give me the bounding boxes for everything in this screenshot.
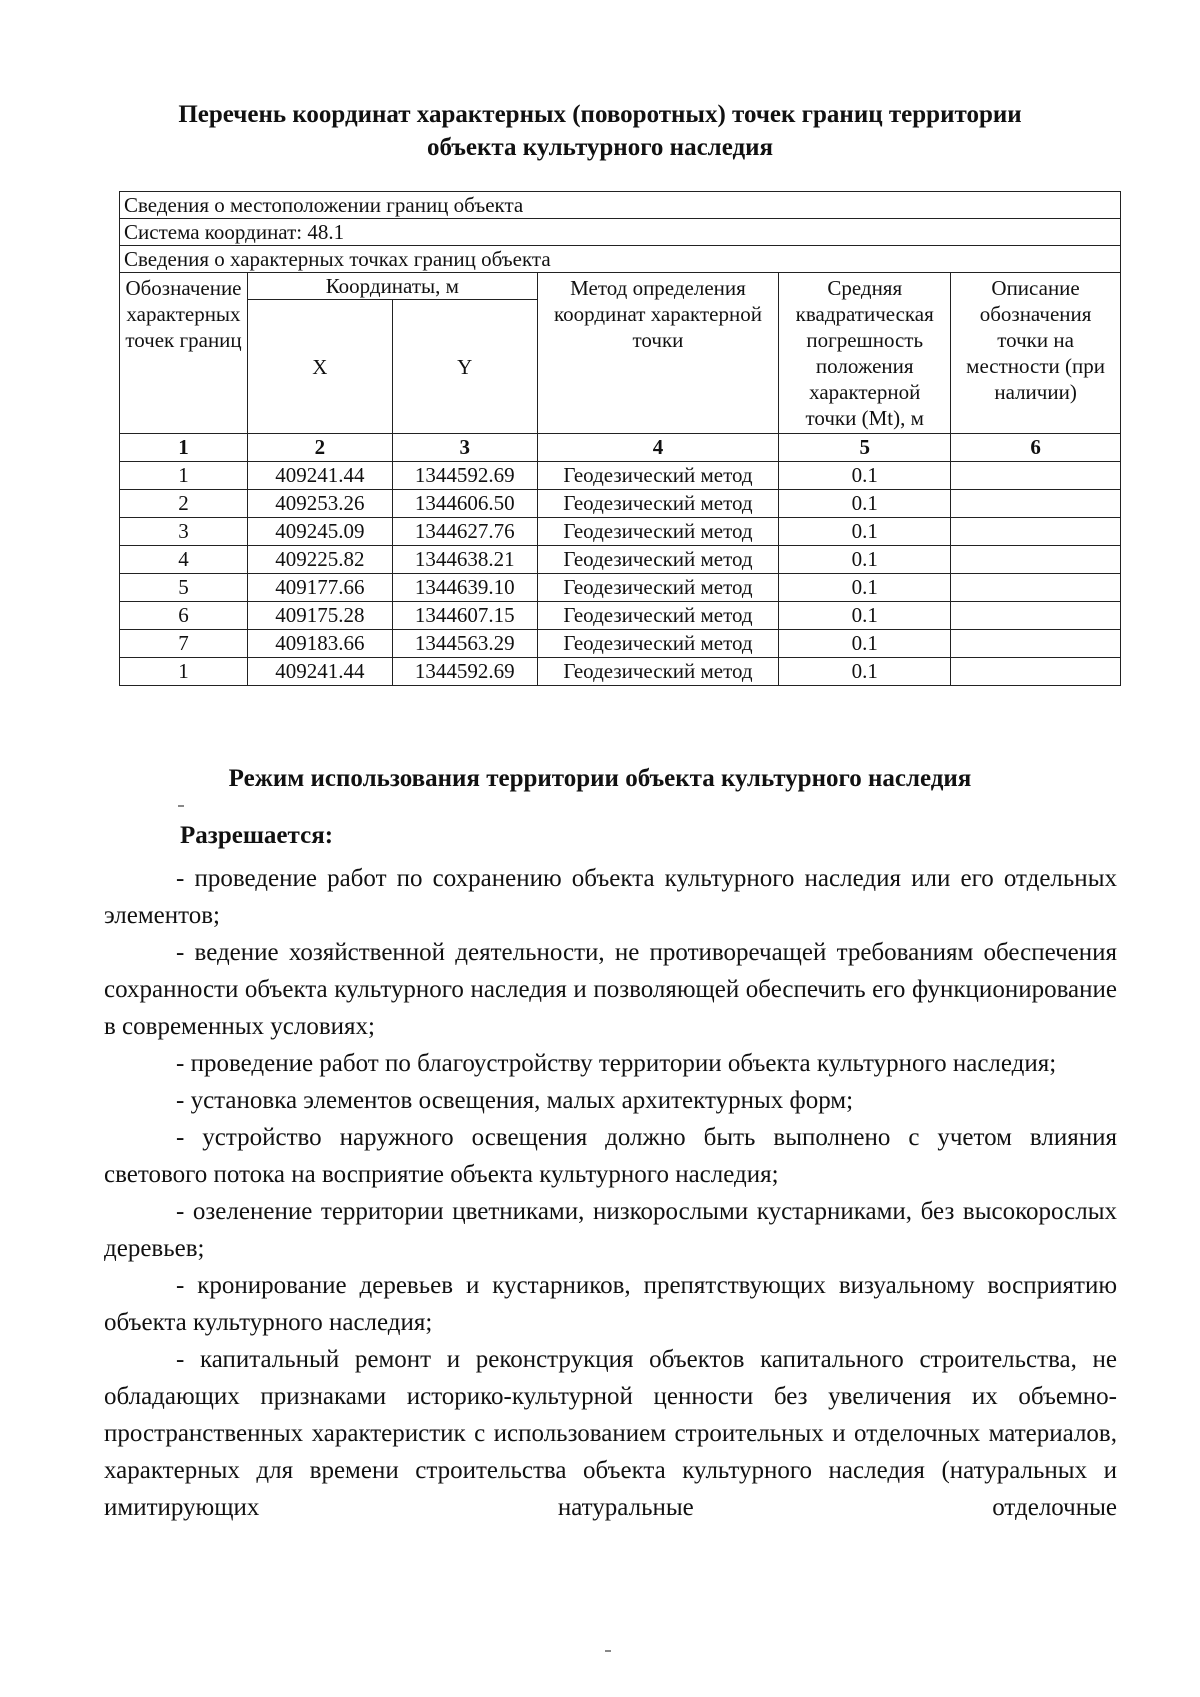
info-coordinate-system: Система координат: 48.1 bbox=[120, 219, 1121, 246]
cell-error: 0.1 bbox=[779, 462, 951, 490]
list-item: - устройство наружного освещения должно быть выполнено с учетом влияния светового потока на восприятие объекта культурного наследия; bbox=[104, 1124, 1117, 1188]
allowed-list bbox=[104, 860, 1117, 1526]
cell-method: Геодезический метод bbox=[537, 630, 779, 658]
list-item: - установка элементов освещения, малых архитектурных форм; bbox=[176, 1087, 854, 1114]
cell-method: Геодезический метод bbox=[537, 518, 779, 546]
list-item: - кронирование деревьев и кустарников, препятствующих визуальному восприятию объекта культурного наследия; bbox=[104, 1272, 1117, 1336]
cell-method: Геодезический метод bbox=[537, 658, 779, 686]
cell-x: 409225.82 bbox=[247, 546, 392, 574]
cell-point: 5 bbox=[120, 574, 248, 602]
list-item: - капитальный ремонт и реконструкция объектов капитального строительства, не обладающих признаками историко-культурной ценности без увеличения их объемно-пространственных характеристик с использованием строительных и отделочных материалов, характерных для времени строительства объекта культурного наследия (натуральных и имитирующих натуральные отделочные bbox=[104, 1346, 1117, 1521]
header-error: Средняя квадратическая погрешность положения характерной точки (Mt), м bbox=[779, 273, 951, 434]
header-point-designation: Обозначение характерных точек границ bbox=[120, 273, 248, 434]
cell-error: 0.1 bbox=[779, 574, 951, 602]
cell-x: 409245.09 bbox=[247, 518, 392, 546]
cell-point: 6 bbox=[120, 602, 248, 630]
cell-y: 1344563.29 bbox=[392, 630, 537, 658]
cell-method: Геодезический метод bbox=[537, 462, 779, 490]
info-location: Сведения о местоположении границ объекта bbox=[120, 192, 1121, 219]
cell-description bbox=[951, 574, 1121, 602]
cell-method: Геодезический метод bbox=[537, 602, 779, 630]
cell-point: 1 bbox=[120, 658, 248, 686]
cell-x: 409183.66 bbox=[247, 630, 392, 658]
cell-error: 0.1 bbox=[779, 602, 951, 630]
list-item: - ведение хозяйственной деятельности, не противоречащей требованиям обеспечения сохранности объекта культурного наследия и позволяющей обеспечить его функционирование в современных условиях; bbox=[104, 939, 1117, 1040]
cell-y: 1344592.69 bbox=[392, 462, 537, 490]
cell-x: 409177.66 bbox=[247, 574, 392, 602]
cell-x: 409241.44 bbox=[247, 658, 392, 686]
table-row bbox=[120, 630, 1121, 658]
section-title: Режим использования территории объекта культурного наследия bbox=[228, 765, 972, 792]
table-row bbox=[120, 574, 1121, 602]
header-coordinates: Координаты, м bbox=[247, 273, 537, 300]
scan-speck bbox=[178, 805, 184, 807]
cell-point: 1 bbox=[120, 462, 248, 490]
header-y: Y bbox=[392, 300, 537, 434]
cell-point: 4 bbox=[120, 546, 248, 574]
column-number: 5 bbox=[779, 434, 951, 462]
cell-y: 1344638.21 bbox=[392, 546, 537, 574]
cell-y: 1344627.76 bbox=[392, 518, 537, 546]
table-row bbox=[120, 546, 1121, 574]
column-number: 4 bbox=[537, 434, 779, 462]
cell-x: 409253.26 bbox=[247, 490, 392, 518]
cell-description bbox=[951, 462, 1121, 490]
column-number: 2 bbox=[247, 434, 392, 462]
cell-y: 1344592.69 bbox=[392, 658, 537, 686]
cell-error: 0.1 bbox=[779, 546, 951, 574]
header-description: Описание обозначения точки на местности (при наличии) bbox=[951, 273, 1121, 434]
cell-y: 1344639.10 bbox=[392, 574, 537, 602]
header-x: X bbox=[247, 300, 392, 434]
cell-description bbox=[951, 518, 1121, 546]
table-row bbox=[120, 490, 1121, 518]
cell-method: Геодезический метод bbox=[537, 490, 779, 518]
cell-y: 1344607.15 bbox=[392, 602, 537, 630]
cell-x: 409175.28 bbox=[247, 602, 392, 630]
scan-speck bbox=[605, 1650, 611, 1652]
cell-description bbox=[951, 658, 1121, 686]
column-number: 6 bbox=[951, 434, 1121, 462]
cell-error: 0.1 bbox=[779, 490, 951, 518]
cell-description bbox=[951, 490, 1121, 518]
list-item: - проведение работ по сохранению объекта культурного наследия или его отдельных элементов; bbox=[104, 865, 1117, 929]
cell-method: Геодезический метод bbox=[537, 574, 779, 602]
list-item: - проведение работ по благоустройству территории объекта культурного наследия; bbox=[176, 1050, 1057, 1077]
title-line-1: Перечень координат характерных (поворотных) точек границ территории bbox=[178, 101, 1022, 128]
table-row bbox=[120, 602, 1121, 630]
cell-description bbox=[951, 546, 1121, 574]
cell-error: 0.1 bbox=[779, 518, 951, 546]
table-row bbox=[120, 658, 1121, 686]
cell-y: 1344606.50 bbox=[392, 490, 537, 518]
cell-description bbox=[951, 630, 1121, 658]
info-points: Сведения о характерных точках границ объекта bbox=[120, 246, 1121, 273]
cell-point: 3 bbox=[120, 518, 248, 546]
cell-method: Геодезический метод bbox=[537, 546, 779, 574]
document-title bbox=[100, 98, 1100, 164]
table-row bbox=[120, 518, 1121, 546]
cell-point: 7 bbox=[120, 630, 248, 658]
table-row bbox=[120, 462, 1121, 490]
column-number: 1 bbox=[120, 434, 248, 462]
cell-error: 0.1 bbox=[779, 658, 951, 686]
cell-x: 409241.44 bbox=[247, 462, 392, 490]
title-line-2: объекта культурного наследия bbox=[426, 134, 774, 161]
header-method: Метод определения координат характерной точки bbox=[537, 273, 779, 434]
column-number: 3 bbox=[392, 434, 537, 462]
coordinates-table bbox=[119, 191, 1121, 686]
list-item: - озеленение территории цветниками, низкорослыми кустарниками, без высокорослых деревьев; bbox=[104, 1198, 1117, 1262]
cell-description bbox=[951, 602, 1121, 630]
allowed-label: Разрешается: bbox=[180, 822, 334, 849]
cell-error: 0.1 bbox=[779, 630, 951, 658]
cell-point: 2 bbox=[120, 490, 248, 518]
